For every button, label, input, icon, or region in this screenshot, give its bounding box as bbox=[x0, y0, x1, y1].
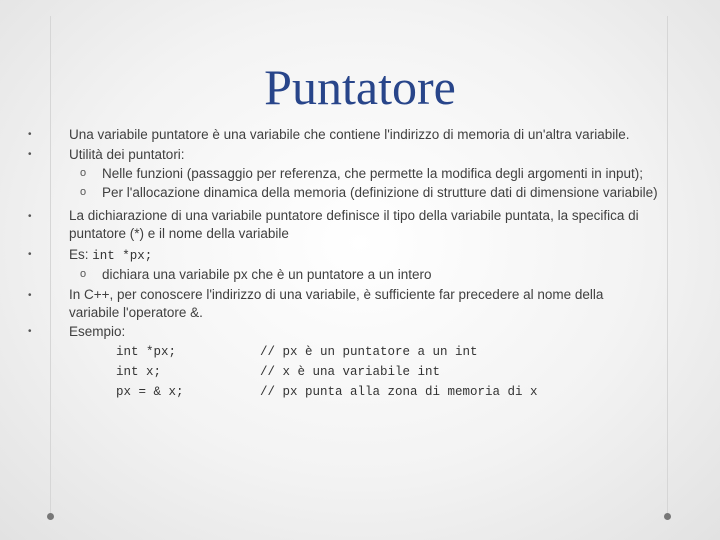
bullet-4-code: int *px; bbox=[92, 249, 153, 263]
frame-right-dot bbox=[664, 513, 671, 520]
bullet-marker: • bbox=[28, 149, 32, 160]
code-comment: // px è un puntatore a un int bbox=[260, 345, 478, 359]
sub-bullet-marker: o bbox=[80, 167, 87, 179]
bullet-marker: • bbox=[28, 211, 32, 222]
bullet-1-text: Una variabile puntatore è una variabile che contiene l'indirizzo di memoria di un'altra variabile. bbox=[69, 127, 630, 142]
bullet-4-text bbox=[69, 245, 152, 266]
code-stmt: int x; bbox=[116, 365, 162, 379]
bullet-2-text: Utilità dei puntatori: bbox=[69, 147, 185, 162]
bullet-5-text: In C++, per conoscere l'indirizzo di una variabile, è sufficiente far precedere al nome della variabile l'operatore &. bbox=[69, 287, 604, 320]
bullet-marker: • bbox=[28, 326, 32, 337]
bullet-2-sub-2: Per l'allocazione dinamica della memoria (definizione di strutture dati di dimensione variabile) bbox=[102, 185, 658, 200]
bullet-4-prefix: Es: bbox=[69, 247, 93, 262]
frame-left-dot bbox=[47, 513, 54, 520]
bullet-4-sub-1: dichiara una variabile px che è un puntatore a un intero bbox=[102, 267, 432, 282]
code-comment: // x è una variabile int bbox=[260, 365, 441, 379]
bullet-marker: • bbox=[28, 129, 32, 140]
bullet-2-sub-1: Nelle funzioni (passaggio per referenza, che permette la modifica degli argomenti in input); bbox=[102, 166, 644, 181]
bullet-marker: • bbox=[28, 290, 32, 301]
bullet-6-text: Esempio: bbox=[69, 324, 126, 339]
slide-title: Puntatore bbox=[264, 59, 456, 115]
sub-bullet-marker: o bbox=[80, 186, 87, 198]
bullet-3-text: La dichiarazione di una variabile puntatore definisce il tipo della variabile puntata, la specifica di puntatore (*) e il nome della variabile bbox=[69, 208, 639, 241]
code-comment: // px punta alla zona di memoria di x bbox=[260, 385, 538, 399]
code-stmt: int *px; bbox=[116, 345, 177, 359]
bullet-marker: • bbox=[28, 249, 32, 260]
sub-bullet-marker: o bbox=[80, 268, 87, 280]
code-stmt: px = & x; bbox=[116, 385, 184, 399]
